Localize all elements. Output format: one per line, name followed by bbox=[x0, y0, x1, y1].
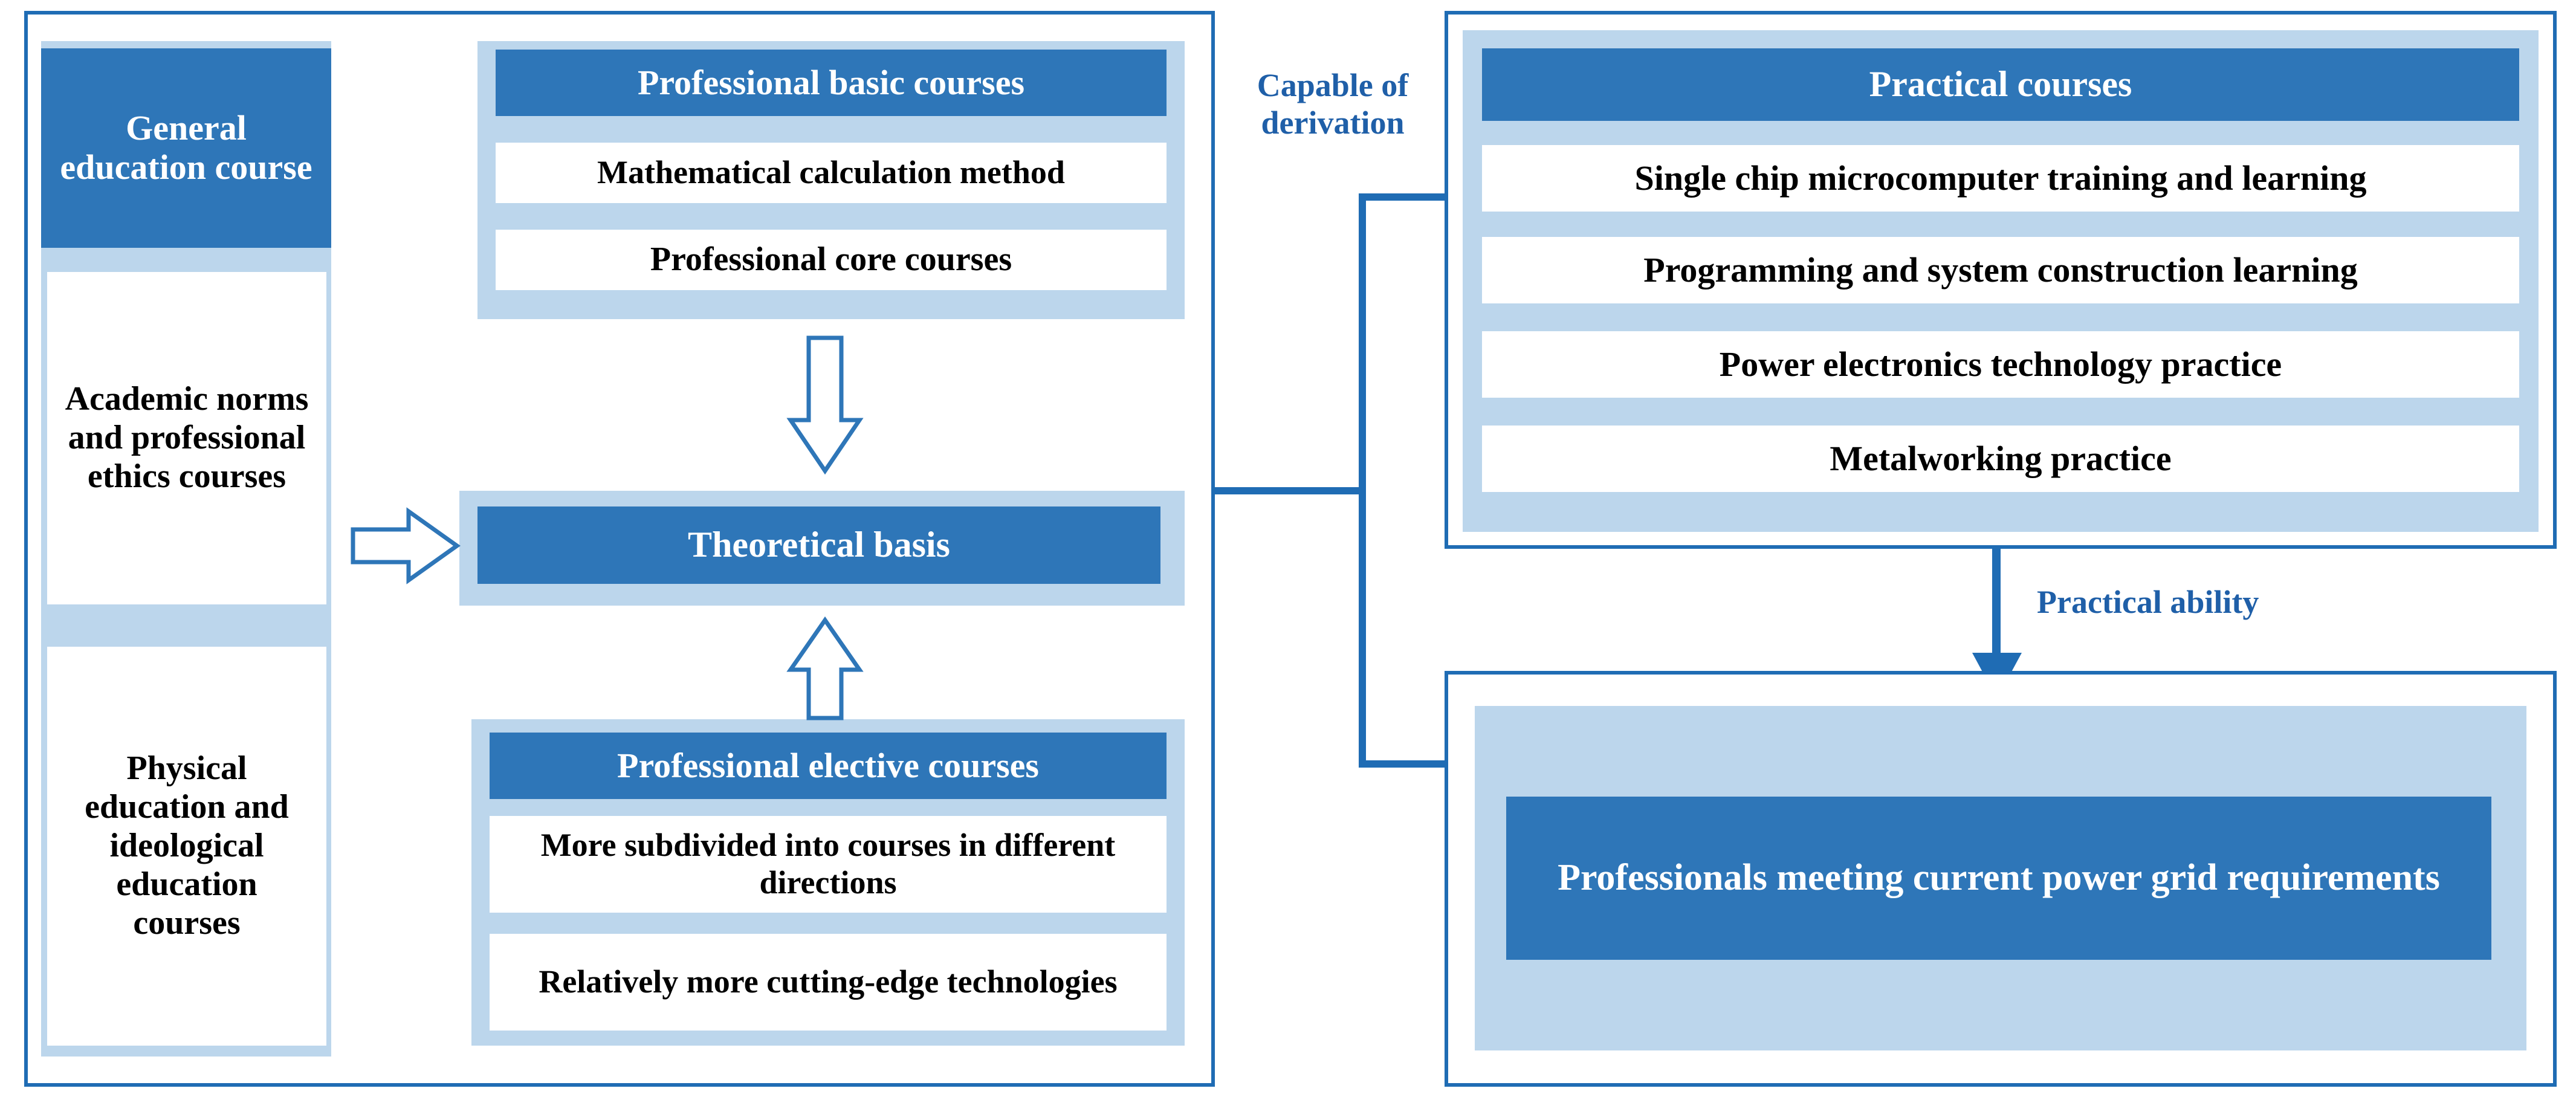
practical-courses-item-0: Single chip microcomputer training and learning bbox=[1482, 145, 2519, 212]
connector-trunk-vertical bbox=[1359, 193, 1366, 768]
general-education-item-0: Academic norms and professional ethics courses bbox=[47, 272, 326, 604]
label-practical-ability: Practical ability bbox=[2037, 584, 2259, 620]
professional-basic-header: Professional basic courses bbox=[496, 50, 1167, 116]
label-capable-of-derivation: Capable of derivation bbox=[1257, 67, 1409, 141]
arrow-elective-to-theoretical bbox=[786, 618, 864, 720]
outcome-header: Professionals meeting current power grid requirements bbox=[1506, 797, 2491, 960]
practical-courses-item-1: Programming and system construction learning bbox=[1482, 237, 2519, 303]
practical-courses-item-2: Power electronics technology practice bbox=[1482, 331, 2519, 398]
connector-practical-to-outcome bbox=[1992, 544, 2001, 665]
general-education-header: General education course bbox=[41, 48, 331, 248]
theoretical-basis-header: Theoretical basis bbox=[477, 506, 1160, 584]
connector-trunk-horizontal bbox=[1215, 487, 1366, 494]
professional-basic-item-1: Professional core courses bbox=[496, 230, 1167, 290]
professional-basic-item-0: Mathematical calculation method bbox=[496, 143, 1167, 203]
practical-courses-header: Practical courses bbox=[1482, 48, 2519, 121]
professional-elective-item-0: More subdivided into courses in different directions bbox=[490, 816, 1167, 913]
professional-elective-header: Professional elective courses bbox=[490, 733, 1167, 799]
professional-elective-item-1: Relatively more cutting-edge technologies bbox=[490, 934, 1167, 1031]
connector-branch-practical bbox=[1359, 193, 1449, 201]
general-education-item-1: Physical education and ideological education courses bbox=[47, 647, 326, 1046]
arrow-basic-to-theoretical bbox=[786, 335, 864, 474]
arrow-general-to-theoretical bbox=[351, 506, 459, 585]
connector-branch-outcome bbox=[1359, 760, 1449, 768]
practical-courses-item-3: Metalworking practice bbox=[1482, 426, 2519, 492]
